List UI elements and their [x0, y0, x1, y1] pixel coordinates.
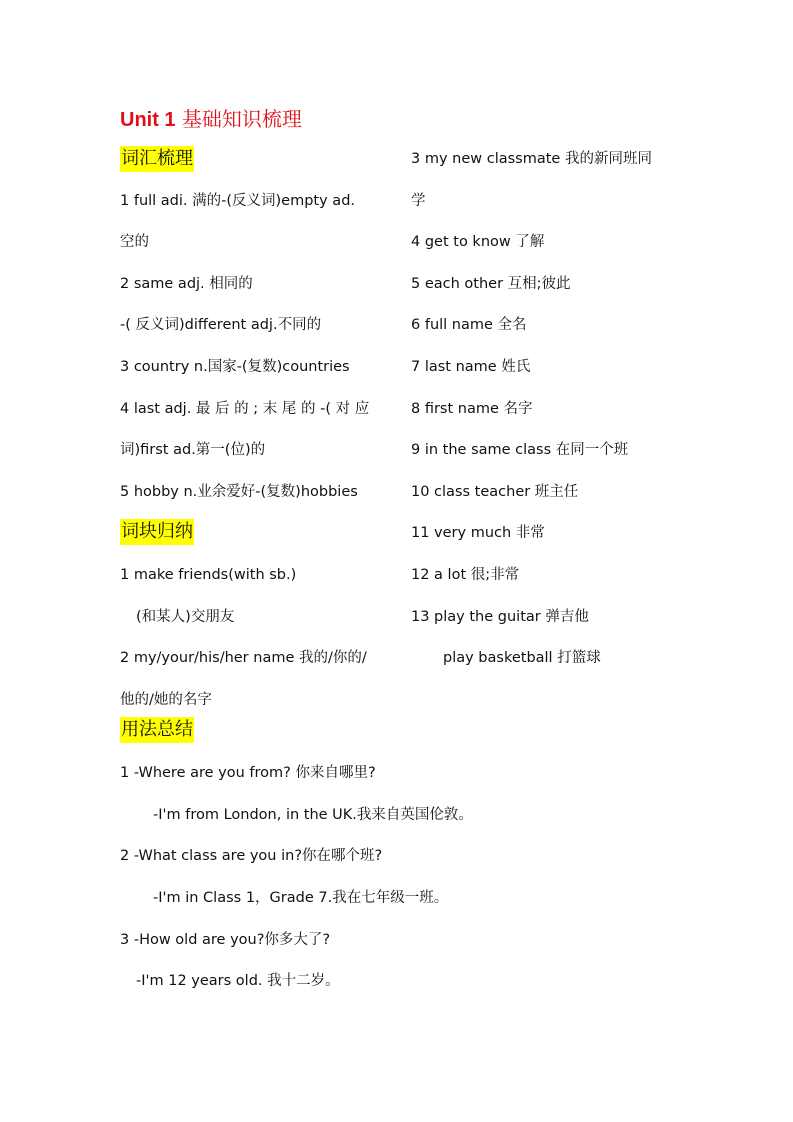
usage-line-2: -I'm from London, in the UK.我来自英国伦敦。	[153, 807, 473, 823]
right-line-8: 9 in the same class 在同一个班	[411, 442, 629, 458]
left-line-11: 2 my/your/his/her name 我的/你的/	[120, 650, 367, 666]
usage-line-6: -I'm 12 years old. 我十二岁。	[136, 973, 340, 989]
usage-heading: 用法总结	[120, 717, 194, 743]
usage-line-5: 3 -How old are you?你多大了?	[120, 932, 331, 948]
right-line-12: 13 play the guitar 弹吉他	[411, 609, 589, 625]
right-line-4: 5 each other 互相;彼此	[411, 276, 571, 292]
vocab-heading: 词汇梳理	[120, 146, 194, 172]
left-line-4: -( 反义词)different adj.不同的	[120, 317, 322, 333]
left-line-2: 空的	[120, 234, 149, 250]
right-line-7: 8 first name 名字	[411, 401, 533, 417]
right-line-11: 12 a lot 很;非常	[411, 567, 520, 583]
left-line-8: 5 hobby n.业余爱好-(复数)hobbies	[120, 484, 358, 500]
right-line-5: 6 full name 全名	[411, 317, 527, 333]
chunks-heading: 词块归纳	[120, 519, 194, 545]
right-line-13: play basketball 打篮球	[443, 650, 601, 666]
left-line-9: 1 make friends(with sb.)	[120, 567, 297, 583]
right-line-2: 学	[411, 193, 426, 209]
usage-line-3: 2 -What class are you in?你在哪个班?	[120, 848, 383, 864]
title-subject: 基础知识梳理	[181, 107, 302, 131]
left-line-5: 3 country n.国家-(复数)countries	[120, 359, 350, 375]
left-line-12: 他的/她的名字	[120, 692, 212, 708]
left-line-10: (和某人)交朋友	[136, 609, 235, 625]
left-line-3: 2 same adj. 相同的	[120, 276, 253, 292]
right-line-10: 11 very much 非常	[411, 525, 545, 541]
right-line-6: 7 last name 姓氏	[411, 359, 531, 375]
left-line-1: 1 full adi. 满的-(反义词)empty ad.	[120, 193, 356, 209]
right-line-1: 3 my new classmate 我的新同班同	[411, 151, 652, 167]
left-line-6: 4 last adj. 最 后 的 ; 末 尾 的 -( 对 应	[120, 401, 370, 417]
right-line-9: 10 class teacher 班主任	[411, 484, 579, 500]
right-line-3: 4 get to know 了解	[411, 234, 545, 250]
page-title	[120, 103, 302, 132]
usage-line-4: -I'm in Class 1，Grade 7.我在七年级一班。	[153, 890, 449, 906]
usage-line-1: 1 -Where are you from? 你来自哪里?	[120, 765, 376, 781]
title-unit: Unit 1	[120, 109, 176, 131]
left-line-7: 词)first ad.第一(位)的	[120, 442, 266, 458]
